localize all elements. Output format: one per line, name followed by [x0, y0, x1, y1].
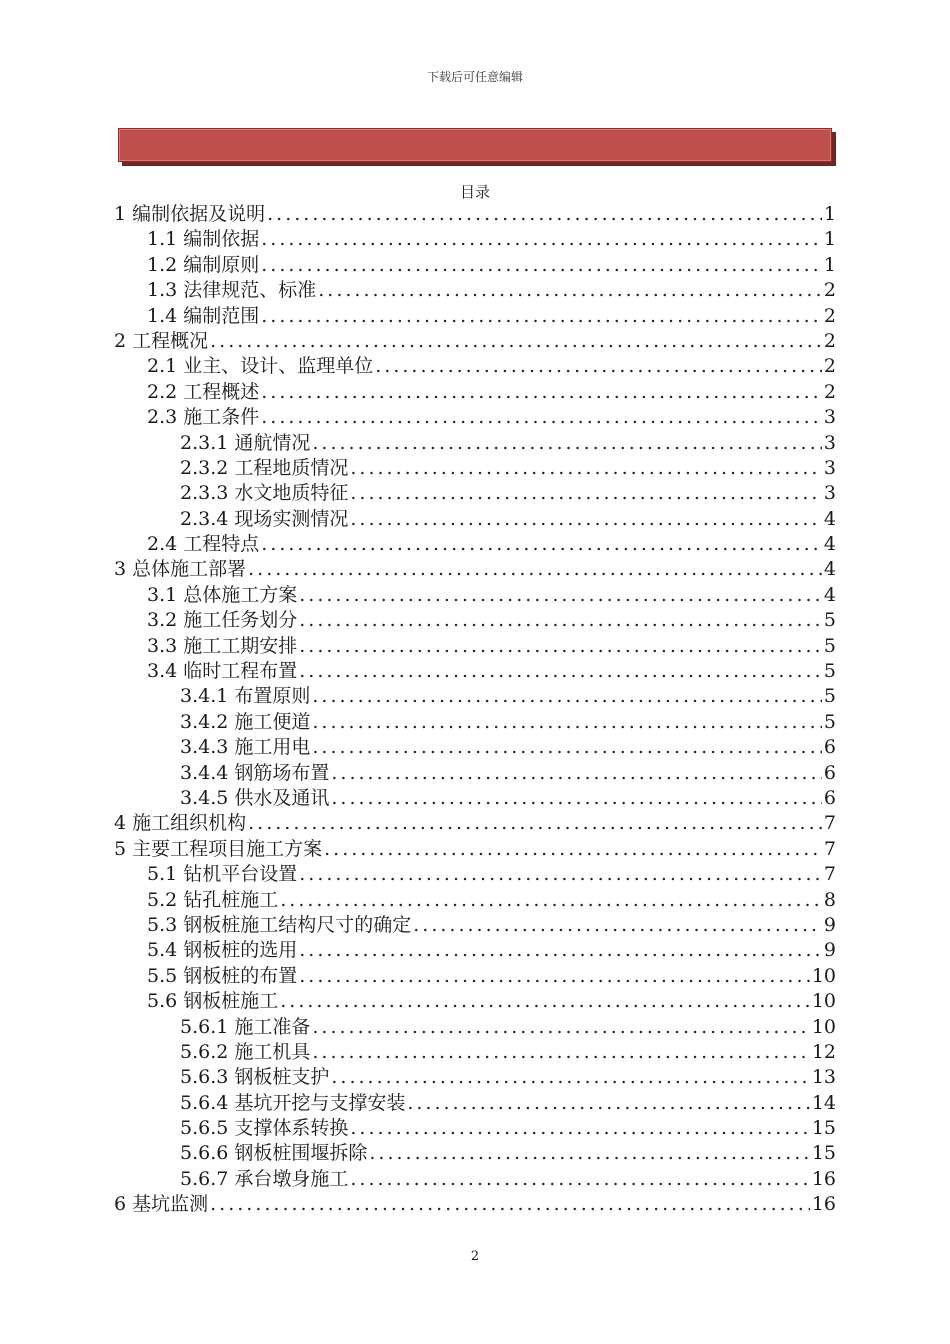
dot-leader	[261, 405, 822, 430]
toc-entry-label: 3.4.5 供水及通讯	[180, 786, 330, 809]
dot-leader	[299, 938, 822, 963]
toc-entry[interactable]	[114, 227, 836, 252]
dot-leader	[350, 481, 822, 506]
toc-entry-page: 5	[823, 634, 836, 657]
toc-entry[interactable]	[114, 532, 836, 557]
toc-entry-label: 6 基坑监测	[114, 1193, 209, 1216]
toc-entry[interactable]	[114, 456, 836, 481]
toc-entry-page: 4	[823, 558, 836, 581]
toc-entry[interactable]	[114, 888, 836, 913]
dot-leader	[331, 761, 822, 786]
dot-leader	[299, 583, 822, 608]
toc-entry[interactable]	[114, 964, 836, 989]
toc-entry-label: 1.3 法律规范、标准	[147, 279, 317, 302]
dot-leader	[248, 557, 822, 582]
dot-leader	[299, 608, 822, 633]
toc-entry[interactable]	[114, 354, 836, 379]
toc-entry-page: 9	[823, 939, 836, 962]
dot-leader	[261, 380, 822, 405]
toc-entry-page: 2	[823, 279, 836, 302]
dot-leader	[280, 888, 822, 913]
toc-entry-label: 1.4 编制范围	[147, 304, 260, 327]
toc-entry-page: 8	[823, 888, 836, 911]
toc-entry[interactable]	[114, 811, 836, 836]
dot-leader	[375, 354, 822, 379]
toc-entry-label: 1 编制依据及说明	[114, 203, 266, 225]
toc-entry[interactable]	[114, 862, 836, 887]
toc-entry-label: 2.3 施工条件	[147, 406, 260, 429]
toc-entry[interactable]	[114, 761, 836, 786]
page-number: 2	[470, 1249, 480, 1264]
toc-entry-page: 4	[823, 583, 836, 606]
dot-leader	[210, 329, 822, 354]
dot-leader	[312, 1040, 809, 1065]
toc-entry-label: 3 总体施工部署	[114, 558, 247, 581]
toc-entry[interactable]	[114, 1167, 836, 1192]
toc-entry-page: 3	[823, 431, 836, 454]
dot-leader	[350, 1116, 809, 1141]
header-note: 下载后可任意编辑	[426, 70, 523, 84]
toc-entry-page: 3	[823, 456, 836, 479]
toc-entry-label: 3.1 总体施工方案	[147, 583, 298, 606]
toc-entry-page: 3	[823, 482, 836, 505]
toc-entry[interactable]	[114, 253, 836, 278]
toc-entry-label: 2.3.2 工程地质情况	[180, 456, 349, 479]
toc-entry-label: 3.3 施工工期安排	[147, 634, 298, 657]
dot-leader	[261, 227, 822, 252]
dot-leader	[312, 684, 822, 709]
toc-entry-label: 5.1 钻机平台设置	[147, 863, 298, 886]
toc-entry[interactable]	[114, 608, 836, 633]
toc-entry[interactable]	[114, 786, 836, 811]
toc-entry-label: 3.4.4 钢筋场布置	[180, 761, 330, 784]
toc-entry[interactable]	[114, 913, 836, 938]
toc-entry-page: 4	[823, 507, 836, 530]
toc-entry[interactable]	[114, 557, 836, 582]
toc-entry[interactable]	[114, 329, 836, 354]
toc-entry-label: 5.5 钢板桩的布置	[147, 964, 298, 987]
toc-entry-page: 2	[823, 329, 836, 352]
toc-entry-label: 1.1 编制依据	[147, 228, 260, 251]
toc-entry[interactable]	[114, 431, 836, 456]
toc-entry-label: 5.6.1 施工准备	[180, 1015, 311, 1038]
toc-entry-page: 12	[811, 1040, 836, 1063]
toc-entry-label: 2 工程概况	[114, 329, 209, 352]
toc-entry[interactable]	[114, 938, 836, 963]
dot-leader	[299, 862, 822, 887]
toc-title: 目录	[459, 183, 490, 201]
dot-leader	[350, 507, 822, 532]
toc-entry-label: 5.6.6 钢板桩围堰拆除	[180, 1142, 368, 1165]
dot-leader	[210, 1192, 810, 1217]
toc-entry-page: 10	[811, 964, 836, 987]
toc-entry[interactable]	[114, 507, 836, 532]
toc-entry[interactable]	[114, 710, 836, 735]
toc-entry-page: 2	[823, 380, 836, 403]
toc-entry-page: 15	[811, 1142, 836, 1165]
toc-entry-page: 15	[811, 1117, 836, 1140]
toc-entry[interactable]	[114, 1141, 836, 1166]
toc-entry-label: 5.4 钢板桩的选用	[147, 939, 298, 962]
toc-entry[interactable]	[114, 405, 836, 430]
toc-entry-label: 2.3.1 通航情况	[180, 431, 311, 454]
dot-leader	[312, 1015, 809, 1040]
toc-entry[interactable]	[114, 684, 836, 709]
toc-entry-page: 6	[823, 736, 836, 759]
dot-leader	[299, 964, 810, 989]
toc-entry-page: 13	[811, 1066, 836, 1089]
toc-entry[interactable]	[114, 1116, 836, 1141]
toc-entry-label: 2.3.3 水文地质特征	[180, 482, 349, 505]
toc-entry-label: 3.2 施工任务划分	[147, 609, 298, 632]
toc-entry-page: 1	[823, 228, 836, 251]
toc-entry-page: 10	[811, 1015, 836, 1038]
dot-leader	[331, 1065, 809, 1090]
toc-entry[interactable]	[114, 659, 836, 684]
toc-entry[interactable]	[114, 1015, 836, 1040]
toc-entry-label: 5.2 钻孔桩施工	[147, 888, 279, 911]
toc-entry-label: 5.6.3 钢板桩支护	[180, 1066, 330, 1089]
toc-entry-page: 2	[823, 355, 836, 378]
toc-entry[interactable]	[114, 634, 836, 659]
toc-entry-page: 5	[823, 609, 836, 632]
toc-entry-page: 7	[823, 837, 836, 860]
toc-entry-page: 16	[811, 1167, 836, 1190]
toc-entry-page: 9	[823, 913, 836, 936]
toc-entry-label: 1.2 编制原则	[147, 253, 260, 276]
title-banner	[118, 128, 832, 162]
dot-leader	[350, 456, 822, 481]
toc-entry-page: 6	[823, 786, 836, 809]
toc-entry[interactable]	[114, 380, 836, 405]
toc-entry-page: 5	[823, 660, 836, 683]
dot-leader	[267, 202, 822, 227]
toc-entry-page: 4	[823, 533, 836, 556]
dot-leader	[299, 659, 822, 684]
dot-leader	[261, 532, 822, 557]
toc-entry-label: 5.6.7 承台墩身施工	[180, 1167, 349, 1190]
toc-entry-label: 5.6.4 基坑开挖与支撑安装	[180, 1091, 406, 1114]
dot-leader	[261, 253, 822, 278]
toc-entry[interactable]	[114, 735, 836, 760]
toc-entry-label: 4 施工组织机构	[114, 812, 247, 835]
toc-entry[interactable]	[114, 1192, 836, 1217]
toc-entry-page: 5	[823, 710, 836, 733]
toc-entry-label: 2.1 业主、设计、监理单位	[147, 355, 374, 378]
dot-leader	[324, 837, 822, 862]
toc-entry[interactable]	[114, 989, 836, 1014]
dot-leader	[369, 1141, 809, 1166]
toc-entry[interactable]	[114, 278, 836, 303]
toc-entry-page: 10	[811, 990, 836, 1013]
toc-entry[interactable]	[114, 1065, 836, 1090]
table-of-contents	[114, 202, 836, 1218]
toc-entry-label: 5 主要工程项目施工方案	[114, 837, 323, 860]
dot-leader	[413, 913, 822, 938]
toc-entry-page: 7	[823, 812, 836, 835]
toc-entry-page: 1	[823, 253, 836, 276]
toc-entry-page: 5	[823, 685, 836, 708]
toc-entry-label: 3.4 临时工程布置	[147, 660, 298, 683]
dot-leader	[312, 710, 822, 735]
toc-entry-label: 2.4 工程特点	[147, 533, 260, 556]
toc-entry[interactable]	[114, 202, 836, 227]
toc-entry-page: 1	[823, 203, 836, 225]
toc-entry[interactable]	[114, 304, 836, 329]
toc-entry-page: 6	[823, 761, 836, 784]
dot-leader	[331, 786, 822, 811]
toc-entry-page: 7	[823, 863, 836, 886]
dot-leader	[261, 304, 822, 329]
dot-leader	[407, 1091, 809, 1116]
toc-entry-label: 5.6.5 支撑体系转换	[180, 1117, 349, 1140]
toc-entry[interactable]	[114, 1040, 836, 1065]
toc-entry-label: 5.3 钢板桩施工结构尺寸的确定	[147, 913, 412, 936]
toc-entry[interactable]	[114, 1091, 836, 1116]
toc-entry[interactable]	[114, 837, 836, 862]
dot-leader	[318, 278, 822, 303]
toc-entry-label: 3.4.2 施工便道	[180, 710, 311, 733]
dot-leader	[248, 811, 822, 836]
dot-leader	[312, 431, 822, 456]
toc-entry-page: 16	[811, 1193, 836, 1216]
toc-entry-label: 5.6 钢板桩施工	[147, 990, 279, 1013]
toc-entry-label: 2.2 工程概述	[147, 380, 260, 403]
dot-leader	[299, 634, 822, 659]
toc-entry[interactable]	[114, 583, 836, 608]
dot-leader	[312, 735, 822, 760]
dot-leader	[280, 989, 810, 1014]
toc-entry-page: 14	[811, 1091, 836, 1114]
toc-entry-label: 3.4.3 施工用电	[180, 736, 311, 759]
toc-entry-page: 2	[823, 304, 836, 327]
toc-entry[interactable]	[114, 481, 836, 506]
toc-entry-label: 5.6.2 施工机具	[180, 1040, 311, 1063]
toc-entry-label: 2.3.4 现场实测情况	[180, 507, 349, 530]
dot-leader	[350, 1167, 809, 1192]
toc-entry-label: 3.4.1 布置原则	[180, 685, 311, 708]
toc-entry-page: 3	[823, 406, 836, 429]
